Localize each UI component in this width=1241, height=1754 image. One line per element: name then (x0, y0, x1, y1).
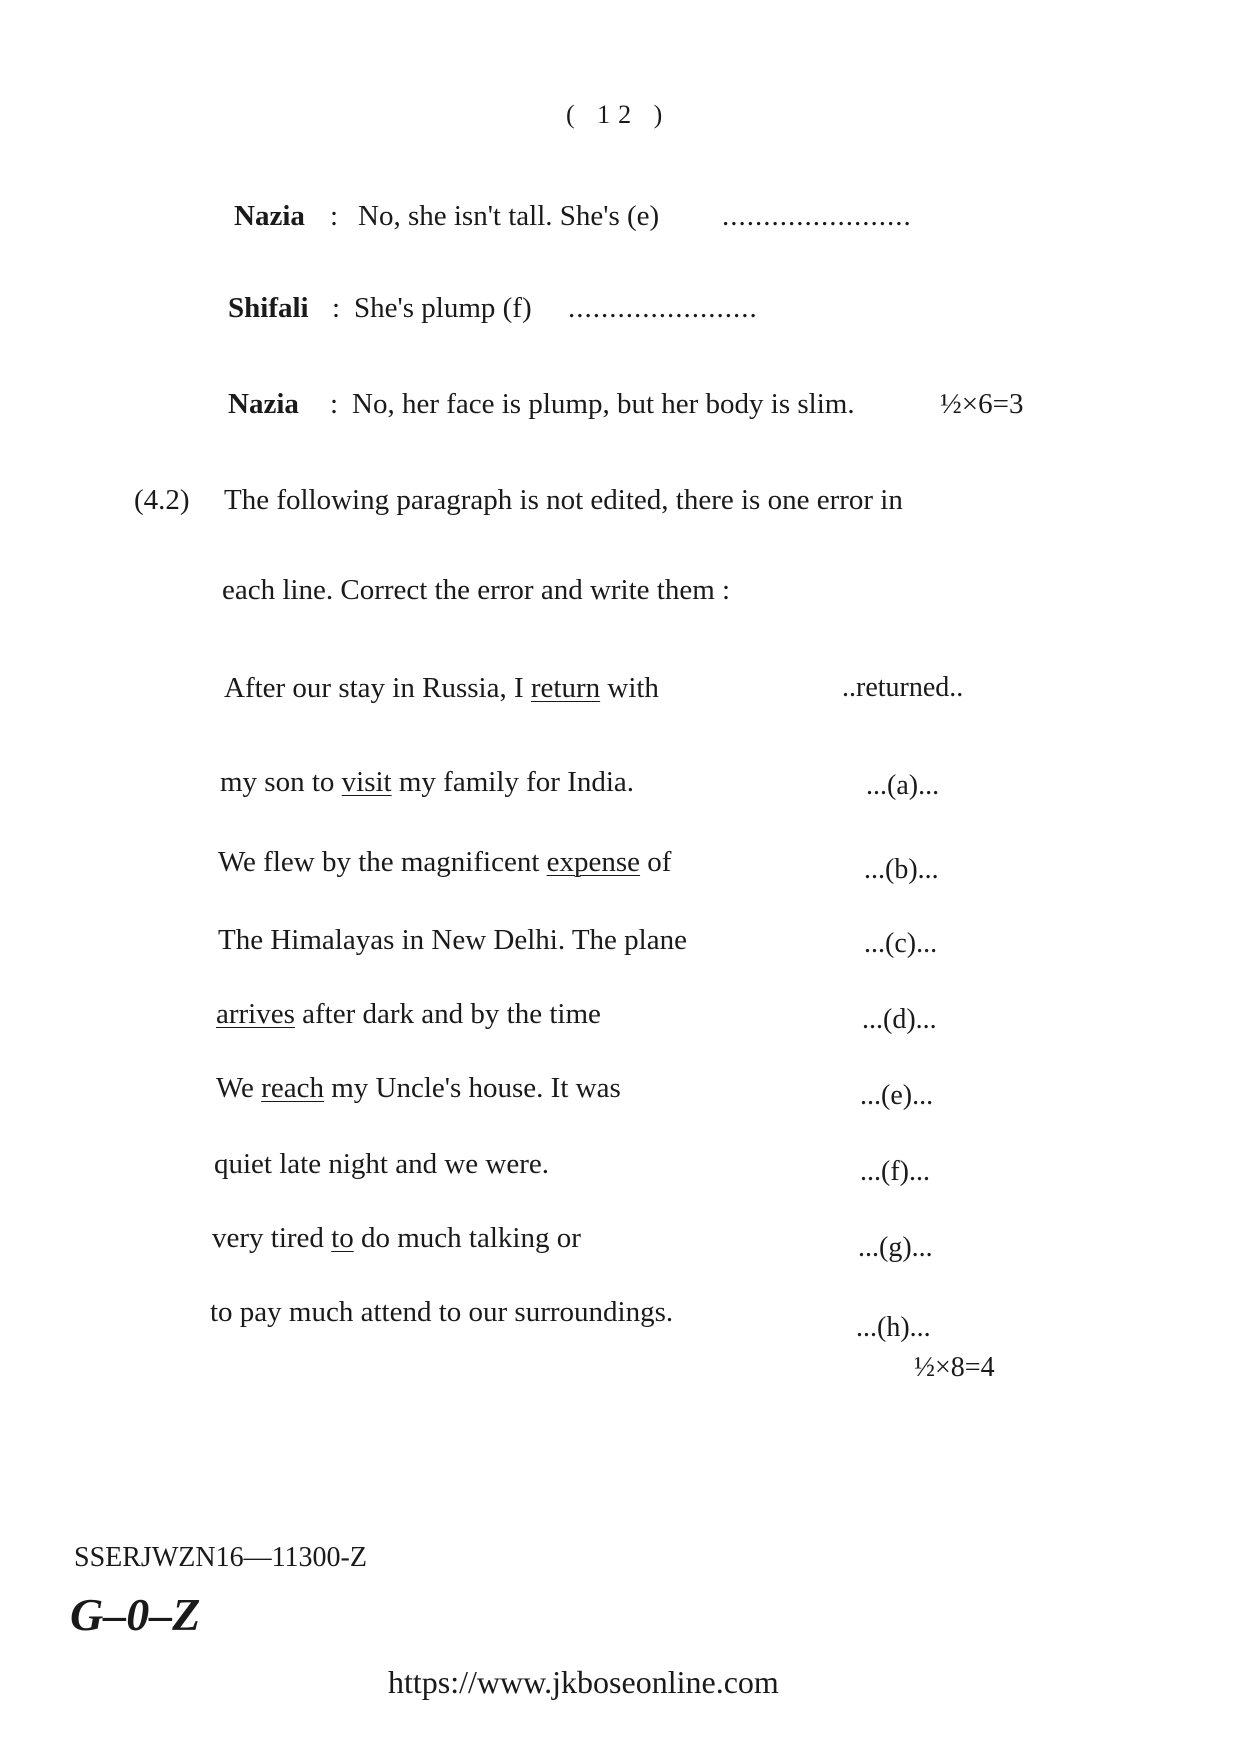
answer-label: ...(a)... (866, 770, 940, 801)
line-text: my family for India. (391, 766, 635, 798)
paragraph-line (214, 1148, 549, 1181)
instruction-line-1: The following paragraph is not edited, there is one error in (224, 484, 903, 516)
paragraph-line (218, 924, 687, 957)
colon: : (330, 388, 339, 420)
website-url: https://www.jkboseonline.com (388, 1664, 779, 1700)
dialogue-text: No, her face is plump, but her body is slim. (352, 388, 855, 420)
set-code: G–0–Z (70, 1589, 201, 1640)
dialogue-text: She's plump (f) (354, 292, 532, 324)
line-text: quiet late night and we were. (214, 1148, 549, 1180)
line-text: We (216, 1072, 262, 1104)
error-word: reach (261, 1072, 324, 1104)
colon: : (332, 292, 341, 324)
answer-label: ...(h)... (856, 1312, 931, 1343)
line-text: The Himalayas in New Delhi. The plane (218, 924, 687, 956)
line-text: with (600, 672, 659, 704)
page-number: ( 12 ) (566, 100, 671, 129)
line-text: do much talking or (353, 1222, 581, 1254)
error-word: expense (546, 846, 641, 878)
marks: ½×8=4 (914, 1352, 995, 1383)
line-text: very tired (212, 1222, 332, 1254)
answer-label: ...(g)... (858, 1232, 933, 1263)
line-text: my son to (220, 766, 342, 798)
answer-blank: ....................... (722, 200, 912, 232)
line-text: After our stay in Russia, I (224, 672, 531, 704)
paragraph-line (216, 1072, 621, 1105)
colon: : (330, 200, 339, 232)
error-word: return (530, 672, 601, 704)
marks: ½×6=3 (940, 388, 1024, 420)
error-word: visit (341, 766, 392, 798)
speaker-label: Nazia (234, 200, 305, 232)
line-text: of (640, 846, 672, 878)
question-number: (4.2) (134, 484, 190, 516)
instruction-line-2: each line. Correct the error and write them : (222, 574, 731, 606)
answer-label: ...(e)... (860, 1080, 934, 1111)
paragraph-line (212, 1222, 581, 1255)
dialogue-text: No, she isn't tall. She's (e) (358, 200, 660, 232)
paragraph-line (220, 766, 634, 799)
line-text: We flew by the magnificent (218, 846, 547, 878)
paragraph-line (216, 998, 601, 1031)
line-text: to pay much attend to our surroundings. (210, 1296, 674, 1328)
paragraph-line (218, 846, 671, 879)
answer-label: ...(f)... (860, 1156, 930, 1187)
answer-label: ..returned.. (842, 672, 964, 703)
paragraph-line (210, 1296, 673, 1329)
answer-label: ...(d)... (862, 1004, 937, 1035)
line-text: my Uncle's house. It was (323, 1072, 621, 1104)
error-word: to (331, 1222, 354, 1254)
answer-label: ...(c)... (864, 928, 938, 959)
answer-blank: ....................... (568, 292, 758, 324)
paper-code: SSERJWZN16—11300-Z (74, 1542, 367, 1573)
speaker-label: Nazia (228, 388, 299, 420)
answer-label: ...(b)... (864, 854, 939, 885)
line-text: after dark and by the time (294, 998, 601, 1030)
error-word: arrives (216, 998, 295, 1030)
speaker-label: Shifali (228, 292, 309, 324)
paragraph-line (224, 672, 659, 705)
